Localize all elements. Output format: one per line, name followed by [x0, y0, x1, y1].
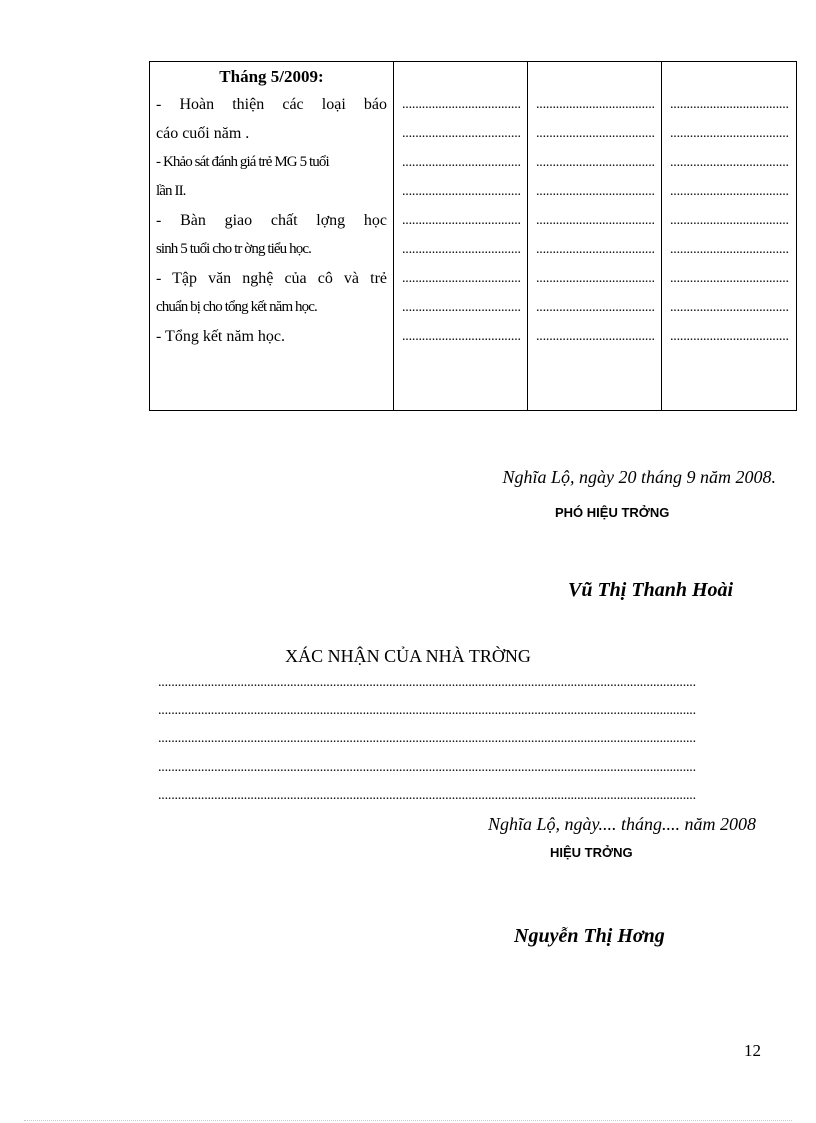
task-line: - Bàn giao chất lợng học — [156, 212, 387, 229]
dot-leader: .................................... — [402, 155, 521, 170]
dot-leader: .................................... — [536, 300, 655, 315]
dot-leader: .................................... — [402, 242, 521, 257]
dot-leader: .................................... — [670, 242, 789, 257]
place-date: Nghĩa Lộ, ngày 20 tháng 9 năm 2008. — [502, 467, 776, 487]
task-line: chuẩn bị cho tổng kết năm học. — [156, 299, 317, 315]
dot-leader: .................................... — [402, 184, 521, 199]
dot-leader: .................................... — [536, 242, 655, 257]
dot-leader: .................................... — [670, 300, 789, 315]
task-line: sinh 5 tuổi cho tr ờng tiểu học. — [156, 241, 311, 257]
task-line: cáo cuối năm . — [156, 125, 250, 142]
signer-role: PHÓ HIỆU TRỞNG — [555, 505, 670, 520]
dot-leader: .................................... — [402, 213, 521, 228]
dot-leader: .................................... — [536, 155, 655, 170]
dot-leader: .................................... — [670, 126, 789, 141]
dot-leader: .................................... — [536, 329, 655, 344]
dot-leader: .................................... — [402, 300, 521, 315]
dot-leader: .................................... — [670, 97, 789, 112]
confirmation-dot-line: ................................................................................................................................................................... — [158, 703, 696, 718]
dot-leader: .................................... — [536, 213, 655, 228]
dot-leader: .................................... — [670, 184, 789, 199]
task-line: - Khảo sát đánh giá trẻ MG 5 tuổi — [156, 154, 329, 170]
confirmation-dot-line: ................................................................................................................................................................... — [158, 675, 696, 690]
task-line: - Tổng kết năm học. — [156, 328, 286, 345]
footer-divider — [24, 1120, 792, 1121]
dot-leader: .................................... — [536, 184, 655, 199]
task-column — [150, 62, 394, 410]
result-column-2 — [528, 62, 662, 410]
dot-leader: .................................... — [402, 126, 521, 141]
result-column-3 — [662, 62, 796, 410]
task-line: - Tập văn nghệ của cô và trẻ — [156, 270, 387, 287]
dot-leader: .................................... — [536, 97, 655, 112]
dot-leader: .................................... — [670, 155, 789, 170]
confirmation-dot-line: ................................................................................................................................................................... — [158, 760, 696, 775]
place-date: Nghĩa Lộ, ngày.... tháng.... năm 2008 — [487, 814, 756, 834]
plan-table — [149, 61, 797, 411]
signer-role: HIỆU TRỞNG — [550, 845, 633, 860]
confirmation-title: XÁC NHẬN CỦA NHÀ TRỜNG — [285, 646, 531, 666]
dot-leader: .................................... — [670, 329, 789, 344]
dot-leader: .................................... — [536, 126, 655, 141]
result-column-1 — [394, 62, 528, 410]
dot-leader: .................................... — [402, 97, 521, 112]
month-heading: Tháng 5/2009: — [219, 67, 324, 86]
dot-leader: .................................... — [402, 329, 521, 344]
task-line: lần II. — [156, 183, 186, 199]
page-number: 12 — [744, 1041, 761, 1060]
dot-leader: .................................... — [670, 271, 789, 286]
dot-leader: .................................... — [536, 271, 655, 286]
signer-name: Vũ Thị Thanh Hoài — [568, 579, 734, 601]
confirmation-dot-line: ................................................................................................................................................................... — [158, 731, 696, 746]
dot-leader: .................................... — [670, 213, 789, 228]
task-line: - Hoàn thiện các loại báo — [156, 96, 387, 113]
signer-name: Nguyễn Thị Hơng — [514, 925, 665, 947]
confirmation-dot-line: ................................................................................................................................................................... — [158, 788, 696, 803]
dot-leader: .................................... — [402, 271, 521, 286]
